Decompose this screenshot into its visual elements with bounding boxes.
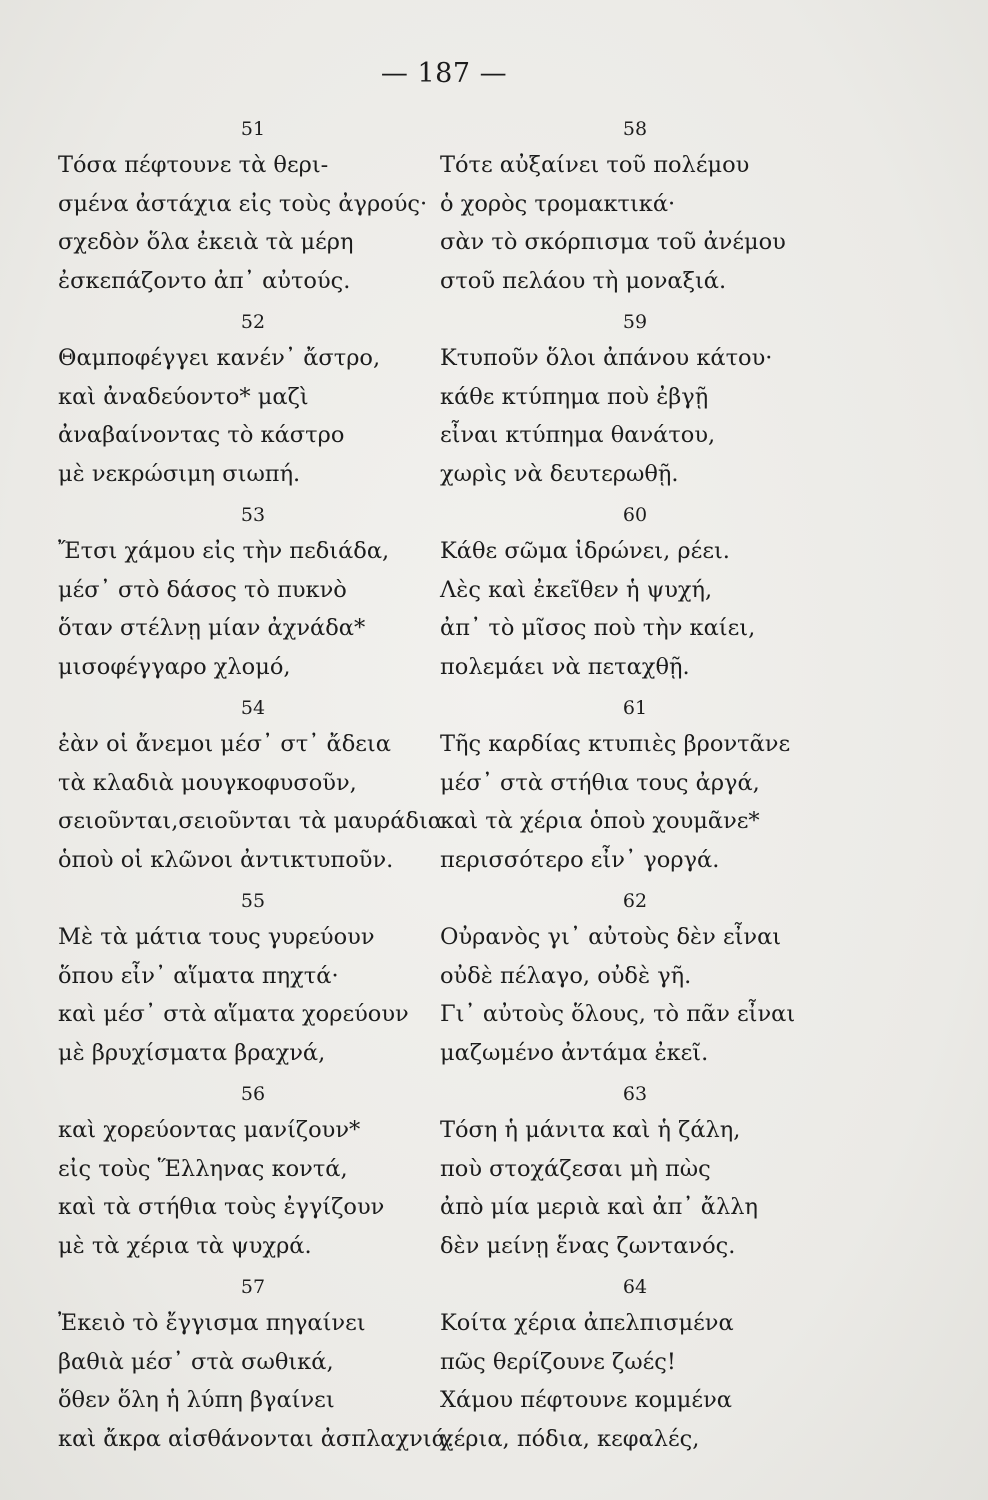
verse-line: κάθε κτύπημα ποὺ ἐβγῇ [440, 383, 709, 410]
stanza [58, 1077, 458, 1270]
verse-line: τὰ κλαδιὰ μουγκοφυσοῦν, [58, 769, 357, 796]
verse-line: στοῦ πελάου τὴ μοναξιά. [440, 267, 727, 294]
verse-line: σμένα ἀστάχια εἰς τοὺς ἀγρούς· [58, 190, 428, 217]
verse-line: Χάμου πέφτουνε κομμένα [440, 1387, 732, 1413]
verse-line: εἶναι κτύπημα θανάτου, [440, 422, 716, 448]
verse-line: πολεμάει νὰ πεταχθῇ. [440, 653, 690, 680]
stanza-number: 62 [622, 890, 648, 912]
stanza [440, 884, 840, 1077]
stanza-number: 57 [240, 1276, 266, 1298]
verse-line: ὁ χορὸς τρομακτικά· [440, 190, 676, 217]
verse-line: Γι᾿ αὐτοὺς ὅλους, τὸ πᾶν εἶναι [440, 1001, 796, 1027]
verse-line: Μὲ τὰ μάτια τους γυρεύουν [58, 924, 375, 950]
verse-line: μέσ᾿ στὸ δάσος τὸ πυκνὸ [58, 576, 347, 603]
verse-line: Τόση ἡ μάνιτα καὶ ἡ ζάλη, [440, 1117, 741, 1143]
verse-line: ἀπὸ μία μεριὰ καὶ ἀπ᾿ ἄλλη [440, 1194, 758, 1220]
page-number: — 187 — [380, 58, 508, 89]
stanza [58, 498, 458, 691]
verse-line: καὶ τὰ στήθια τοὺς ἐγγίζουν [58, 1194, 385, 1220]
stanza-number: 58 [622, 118, 648, 140]
stanza [440, 305, 840, 498]
stanza [58, 1270, 458, 1463]
verse-line: μέσ᾿ στὰ στήθια τους ἀργά, [440, 769, 760, 796]
verse-line: ἀπ᾿ τὸ μῖσος ποὺ τὴν καίει, [440, 615, 756, 641]
verse-line: Λὲς καὶ ἐκεῖθεν ἡ ψυχή, [440, 576, 713, 603]
verse-line: Θαμποφέγγει κανέν᾿ ἄστρο, [58, 345, 381, 371]
stanza-number: 59 [622, 311, 648, 333]
stanza-number: 55 [240, 890, 266, 912]
stanza-number: 56 [240, 1083, 266, 1105]
verse-line: Κάθε σῶμα ἱδρώνει, ρέει. [440, 538, 730, 564]
stanza-number: 51 [240, 118, 266, 140]
right-poem-column [440, 112, 840, 1463]
stanza-number: 63 [622, 1083, 648, 1105]
stanza [440, 1270, 840, 1463]
stanza [440, 691, 840, 884]
stanza-number: 60 [622, 504, 648, 526]
verse-line: καὶ χορεύοντας μανίζουν* [58, 1117, 361, 1143]
verse-line: Οὐρανὸς γι᾿ αὐτοὺς δὲν εἶναι [440, 924, 782, 950]
verse-line: ὅπου εἶν᾿ αἵματα πηχτά· [58, 962, 339, 989]
verse-line: ὅταν στέλνῃ μίαν ἀχνάδα* [58, 615, 366, 641]
verse-line: χέρια, πόδια, κεφαλές, [440, 1425, 700, 1452]
stanza-number: 54 [240, 697, 266, 719]
verse-line: Ἐκειὸ τὸ ἔγγισμα πηγαίνει [58, 1310, 366, 1336]
stanza [58, 691, 458, 884]
verse-line: Ἔτσι χάμου εἰς τὴν πεδιάδα, [58, 538, 390, 564]
stanza-number: 61 [622, 697, 648, 719]
verse-line: καὶ ἀναδεύοντο* μαζὶ [58, 383, 309, 410]
verse-line: Τόσα πέφτουνε τὰ θερι- [58, 152, 329, 178]
verse-line: Κτυποῦν ὅλοι ἀπάνου κάτου· [440, 345, 773, 371]
stanza-number: 64 [622, 1276, 648, 1298]
verse-line: Τῆς καρδίας κτυπιὲς βροντᾶνε [440, 731, 791, 757]
verse-line: μὲ τὰ χέρια τὰ ψυχρά. [58, 1232, 312, 1259]
verse-line: πῶς θερίζουνε ζωές! [440, 1348, 676, 1375]
verse-line: Τότε αὐξαίνει τοῦ πολέμου [440, 152, 750, 178]
verse-line: δὲν μείνῃ ἕνας ζωντανός. [440, 1232, 736, 1259]
verse-line: μισοφέγγαρο χλομό, [58, 653, 291, 680]
verse-line: ἀναβαίνοντας τὸ κάστρο [58, 422, 345, 448]
stanza [440, 112, 840, 305]
verse-line: ὅθεν ὅλη ἡ λύπη βγαίνει [58, 1387, 335, 1413]
verse-line: βαθιὰ μέσ᾿ στὰ σωθικά, [58, 1348, 334, 1375]
verse-line: σὰν τὸ σκόρπισμα τοῦ ἀνέμου [440, 229, 786, 255]
verse-line: ὁποὺ οἱ κλῶνοι ἀντικτυποῦν. [58, 846, 394, 873]
verse-line: μὲ βρυχίσματα βραχνά, [58, 1039, 326, 1066]
verse-line: περισσότερο εἶν᾿ γοργά. [440, 846, 720, 873]
stanza [440, 1077, 840, 1270]
verse-line: μὲ νεκρώσιμη σιωπή. [58, 460, 301, 487]
stanza [58, 305, 458, 498]
stanza-number: 52 [240, 311, 266, 333]
verse-line: οὐδὲ πέλαγο, οὐδὲ γῆ. [440, 962, 692, 989]
verse-line: εἰς τοὺς Ἕλληνας κοντά, [58, 1155, 348, 1182]
stanza-number: 53 [240, 504, 266, 526]
stanza [58, 112, 458, 305]
verse-line: ἐσκεπάζοντο ἀπ᾿ αὐτούς. [58, 267, 351, 294]
verse-line: καὶ μέσ᾿ στὰ αἵματα χορεύουν [58, 1001, 409, 1027]
left-poem-column [58, 112, 458, 1463]
verse-line: μαζωμένο ἀντάμα ἐκεῖ. [440, 1039, 709, 1066]
verse-line: χωρὶς νὰ δευτερωθῇ. [440, 460, 679, 487]
verse-line: σχεδὸν ὅλα ἐκειὰ τὰ μέρη [58, 229, 354, 255]
stanza [440, 498, 840, 691]
verse-line: σειοῦνται,σειοῦνται τὰ μαυράδια [58, 808, 443, 834]
stanza [58, 884, 458, 1077]
verse-line: Κοίτα χέρια ἀπελπισμένα [440, 1310, 734, 1336]
verse-line: ἐὰν οἱ ἄνεμοι μέσ᾿ στ᾿ ἄδεια [58, 731, 391, 757]
verse-line: καὶ τὰ χέρια ὁποὺ χουμᾶνε* [440, 808, 760, 834]
verse-line: καὶ ἄκρα αἰσθάνονται ἀσπλαχνιά. [58, 1425, 454, 1452]
verse-line: ποὺ στοχάζεσαι μὴ πὼς [440, 1155, 711, 1182]
